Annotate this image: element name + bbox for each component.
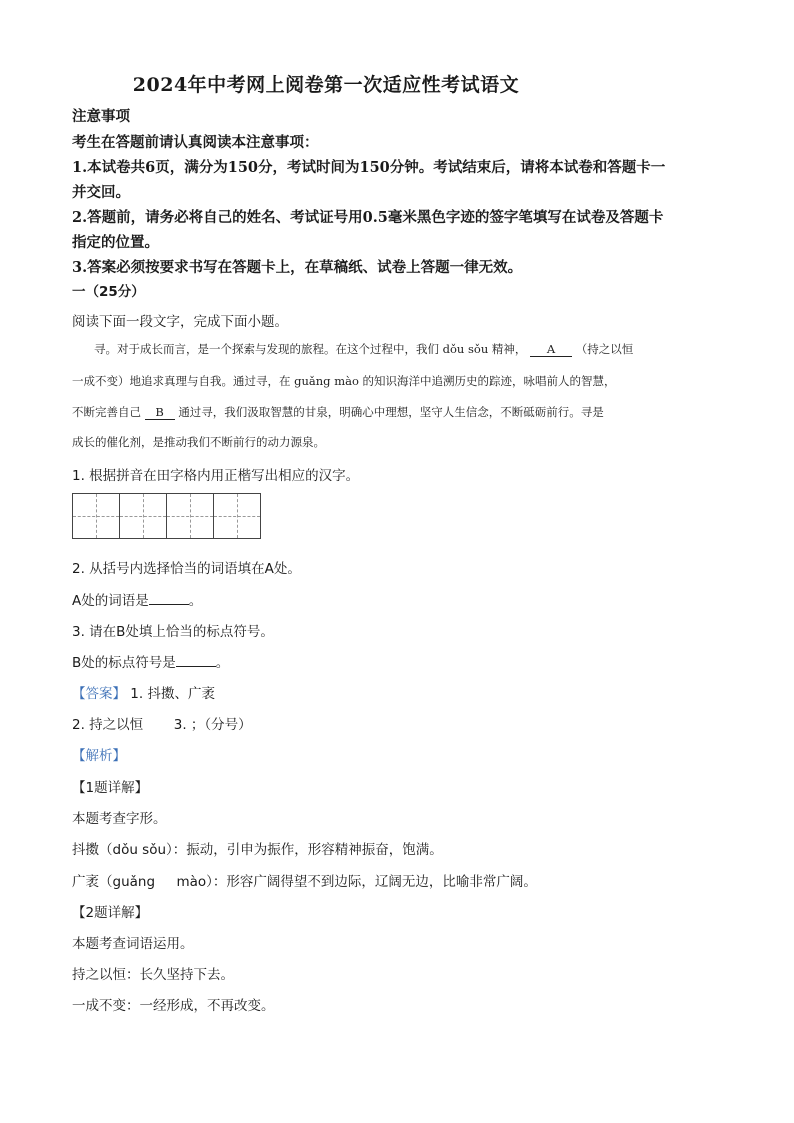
answer-line-2 [72, 713, 252, 733]
detail-2-line-2: 一成不变：一经形成，不再改变。 [72, 998, 275, 1014]
notice-item-3: 3.答案必须按要求书写在答题卡上，在草稿纸、试卷上答题一律无效。 [72, 259, 523, 276]
passage-line-2: 一成不变）地追求真理与自我。通过寻，在 guǎng mào 的知识海洋中追溯历史的踪迹，咏唱前人的智慧， [72, 374, 616, 388]
detail-1-line-1: 抖擞（dǒu sǒu）：振动，引申为振作，形容精神振奋，饱满。 [72, 842, 443, 858]
question-2-answer-suffix: 。 [188, 593, 203, 609]
passage-line-1-text: 寻。对于成长而言，是一个探索与发现的旅程。在这个过程中，我们 dǒu sǒu 精神， [94, 342, 527, 356]
notice-item-2-line-2: 指定的位置。 [72, 234, 159, 251]
question-3-blank[interactable] [176, 654, 216, 667]
detail-1-heading: 【1题详解】 [72, 780, 149, 796]
section-instruction: 阅读下面一段文字，完成下面小题。 [72, 314, 288, 330]
detail-2-intro: 本题考查词语运用。 [72, 936, 194, 952]
tianzige-cell[interactable] [72, 493, 120, 539]
answer-1: 1. 抖擞、广袤 [130, 686, 215, 702]
tianzige-cell[interactable] [213, 493, 261, 539]
notice-item-2-line-1: 2.答题前，请务必将自己的姓名、考试证号用0.5毫米黑色字迹的签字笔填写在试卷及答题卡 [72, 209, 664, 226]
passage-line-1-options: （持之以恒 [575, 342, 634, 356]
question-2: 2. 从括号内选择恰当的词语填在A处。 [72, 561, 301, 577]
passage-line-3-text: 不断完善自己 [72, 405, 141, 419]
question-3-answer-line [72, 651, 229, 671]
passage-line-3 [72, 404, 604, 420]
page-title: 2024年中考网上阅卷第一次适应性考试语文 [132, 74, 520, 96]
tianzige-grid[interactable] [72, 493, 260, 539]
question-3: 3. 请在B处填上恰当的标点符号。 [72, 624, 274, 640]
question-2-blank[interactable] [149, 592, 189, 605]
answer-3: 3. ；（分号） [173, 717, 252, 733]
section-heading: 一（25分） [72, 284, 145, 300]
notice-item-1-line-1: 1.本试卷共6页，满分为150分，考试时间为150分钟。考试结束后，请将本试卷和答题卡一 [72, 159, 666, 176]
detail-2-heading: 【2题详解】 [72, 905, 149, 921]
question-2-answer-prefix: A处的词语是 [72, 593, 149, 609]
question-3-answer-prefix: B处的标点符号是 [72, 655, 176, 671]
notice-heading: 注意事项 [72, 108, 130, 125]
notice-item-1-line-2: 并交回。 [72, 184, 130, 201]
tianzige-cell[interactable] [166, 493, 214, 539]
blank-a: A [530, 344, 572, 357]
blank-b: B [145, 407, 175, 420]
passage-line-4: 成长的催化剂，是推动我们不断前行的动力源泉。 [72, 435, 325, 449]
analysis-tag: 【解析】 [72, 748, 126, 764]
question-3-answer-suffix: 。 [215, 655, 230, 671]
answer-tag: 【答案】 [72, 686, 126, 702]
answer-2: 2. 持之以恒 [72, 717, 144, 733]
passage-line-3-rest: 通过寻，我们汲取智慧的甘泉，明确心中理想，坚守人生信念，不断砥砺前行。寻是 [178, 405, 604, 419]
question-1: 1. 根据拼音在田字格内用正楷写出相应的汉字。 [72, 468, 360, 484]
notice-intro: 考生在答题前请认真阅读本注意事项： [72, 134, 319, 151]
detail-1-line-2: 广袤（guǎng mào）：形容广阔得望不到边际，辽阔无边，比喻非常广阔。 [72, 874, 537, 890]
detail-2-line-1: 持之以恒：长久坚持下去。 [72, 967, 234, 983]
passage-line-1 [94, 341, 633, 357]
tianzige-cell[interactable] [119, 493, 167, 539]
question-2-answer-line [72, 589, 202, 609]
detail-1-intro: 本题考查字形。 [72, 811, 167, 827]
answer-line-1 [72, 682, 215, 702]
